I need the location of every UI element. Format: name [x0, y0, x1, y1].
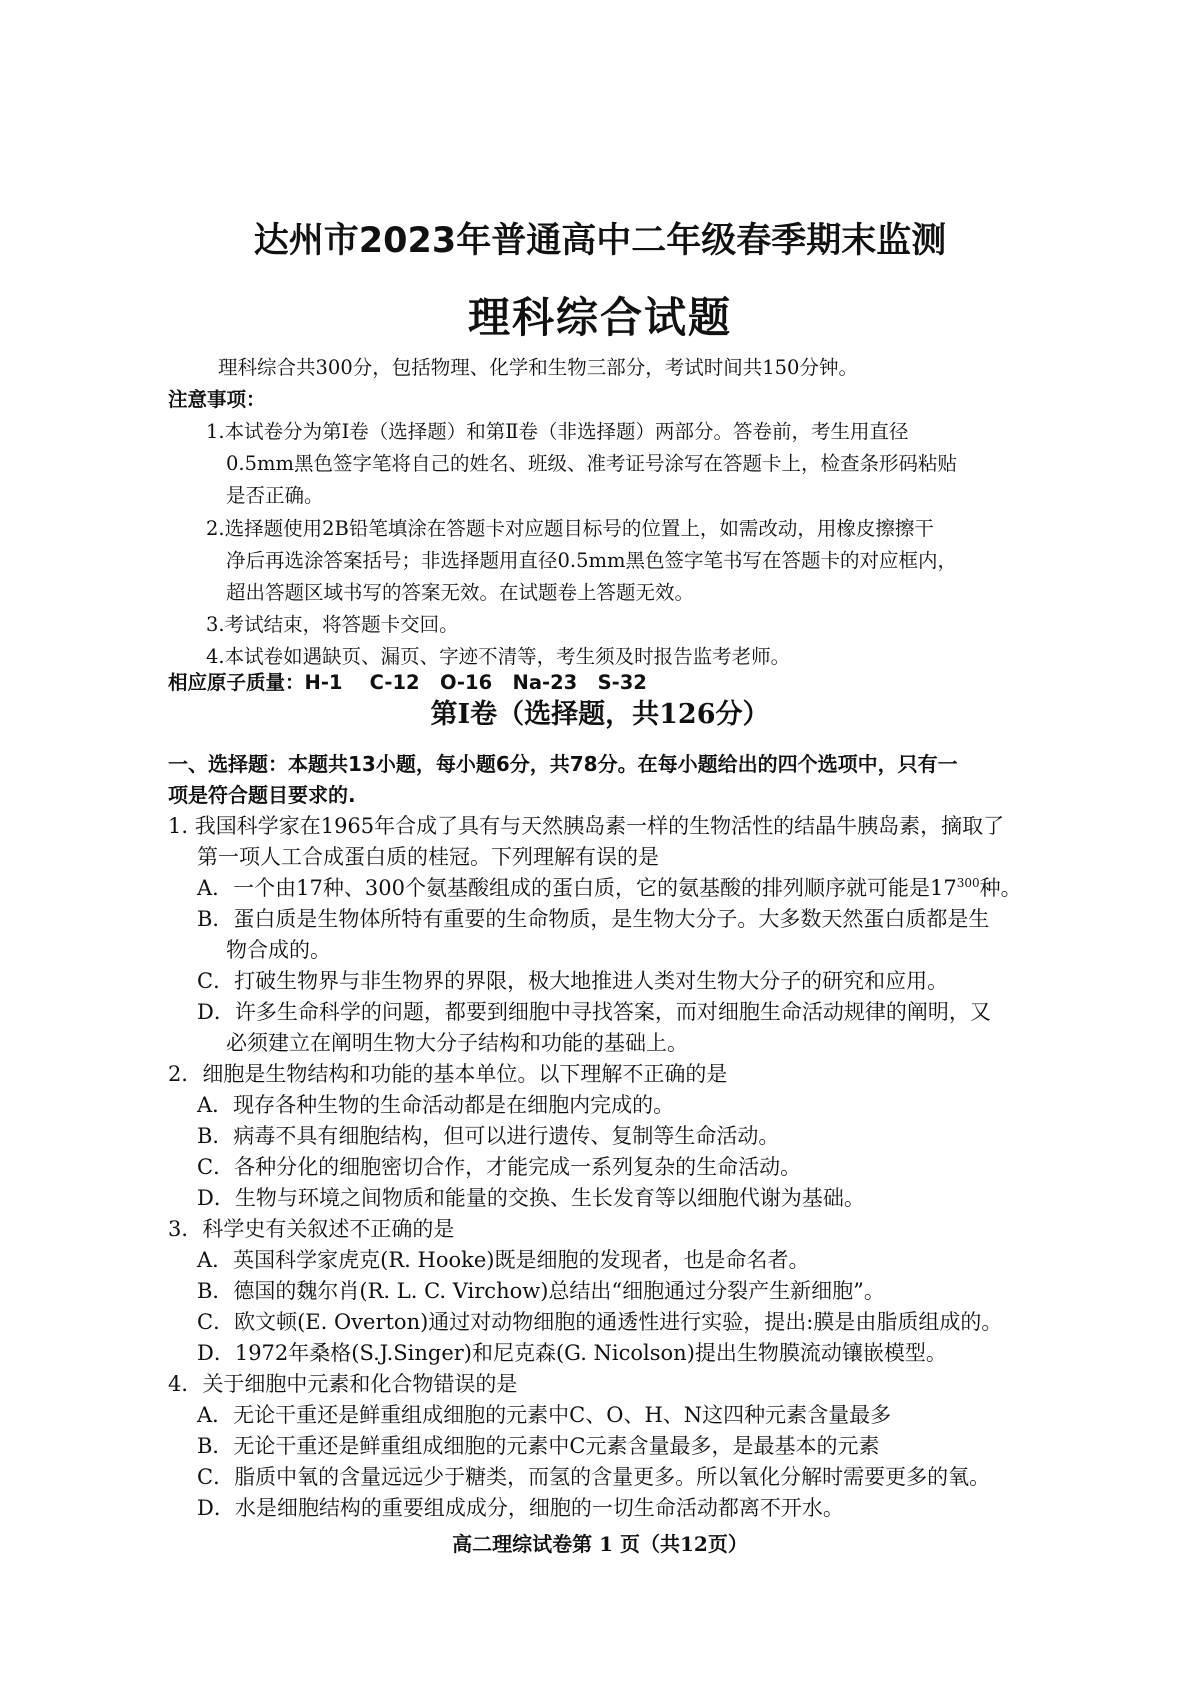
q2-stem: 2．细胞是生物结构和功能的基本单位。以下理解不正确的是	[168, 1062, 728, 1086]
q1-option-a-text: A．一个由17种、300个氨基酸组成的蛋白质，它的氨基酸的排列顺序就可能是17	[197, 876, 957, 900]
exam-subtitle: 理科综合试题	[467, 293, 732, 342]
q3-option-c: C．欧文顿(E. Overton)通过对动物细胞的通透性进行实验，提出:膜是由脂质组成的。	[197, 1310, 1003, 1334]
note-3-line-1: 3.考试结束，将答题卡交回。	[206, 613, 459, 636]
section-instruction-line-1: 一、选择题：本题共13小题，每小题6分，共78分。在每小题给出的四个选项中，只有一	[168, 752, 958, 776]
q1-stem-line-1: 1. 我国科学家在1965年合成了具有与天然胰岛素一样的生物活性的结晶牛胰岛素，摘取了	[168, 814, 1005, 838]
q1-option-c: C．打破生物界与非生物界的界限，极大地推进人类对生物大分子的研究和应用。	[197, 969, 949, 993]
q3-option-a: A．英国科学家虎克(R. Hooke)既是细胞的发现者，也是命名者。	[197, 1248, 810, 1272]
note-4-line-1: 4.本试卷如遇缺页、漏页、字迹不清等，考生须及时报告监考老师。	[206, 645, 791, 668]
q1-option-d-line-2: 必须建立在阐明生物大分子结构和功能的基础上。	[226, 1031, 688, 1055]
q2-option-b: B．病毒不具有细胞结构，但可以进行遗传、复制等生命活动。	[197, 1124, 780, 1148]
q2-option-d: D．生物与环境之间物质和能量的交换、生长发育等以细胞代谢为基础。	[197, 1186, 865, 1210]
atomic-mass: 相应原子质量：H-1 C-12 O-16 Na-23 S-32	[168, 671, 647, 694]
q4-option-c: C．脂质中氧的含量远远少于糖类，而氢的含量更多。所以氧化分解时需要更多的氧。	[197, 1465, 991, 1489]
page-footer: 高二理综试卷第 1 页（共12页）	[452, 1532, 748, 1556]
note-1-line-1: 1.本试卷分为第Ⅰ卷（选择题）和第Ⅱ卷（非选择题）两部分。答卷前，考生用直径	[206, 420, 909, 443]
q1-option-b-line-2: 物合成的。	[226, 938, 331, 962]
q4-option-b: B．无论干重还是鲜重组成细胞的元素中C元素含量最多，是最基本的元素	[197, 1434, 880, 1458]
note-2-line-3: 超出答题区域书写的答案无效。在试题卷上答题无效。	[226, 581, 695, 604]
q4-option-d: D．水是细胞结构的重要组成成分，细胞的一切生命活动都离不开水。	[197, 1496, 844, 1520]
q1-option-a-tail: 种。	[979, 876, 1022, 900]
q2-option-a: A．现存各种生物的生命活动都是在细胞内完成的。	[197, 1093, 675, 1117]
section-title: 第Ⅰ卷（选择题，共126分）	[430, 699, 770, 730]
q3-stem: 3．科学史有关叙述不正确的是	[168, 1217, 455, 1241]
intro-text: 理科综合共300分，包括物理、化学和生物三部分，考试时间共150分钟。	[218, 356, 858, 379]
q2-option-c: C．各种分化的细胞密切合作，才能完成一系列复杂的生命活动。	[197, 1155, 802, 1179]
note-1-line-2: 0.5mm黑色签字笔将自己的姓名、班级、准考证号涂写在答题卡上，检查条形码粘贴	[226, 452, 957, 475]
notes-heading: 注意事项：	[168, 388, 266, 411]
q1-stem-line-2: 第一项人工合成蛋白质的桂冠。下列理解有误的是	[197, 845, 659, 869]
note-2-line-1: 2.选择题使用2B铅笔填涂在答题卡对应题目标号的位置上，如需改动，用橡皮擦擦干	[206, 517, 934, 540]
note-1-line-3: 是否正确。	[226, 484, 324, 507]
q1-option-a	[197, 872, 1022, 902]
q1-option-d-line-1: D．许多生命科学的问题，都要到细胞中寻找答案，而对细胞生命活动规律的阐明，又	[197, 1000, 991, 1024]
q3-option-b: B．德国的魏尔肖(R. L. C. Virchow)总结出“细胞通过分裂产生新细胞”。	[197, 1279, 885, 1303]
exam-title: 达州市2023年普通高中二年级春季期末监测	[253, 221, 947, 261]
q4-stem: 4．关于细胞中元素和化合物错误的是	[168, 1372, 518, 1396]
q1-option-b-line-1: B．蛋白质是生物体所特有重要的生命物质，是生物大分子。大多数天然蛋白质都是生	[197, 907, 990, 931]
q1-option-a-sup: 300	[956, 876, 980, 890]
q3-option-d: D．1972年桑格(S.J.Singer)和尼克森(G. Nicolson)提出生物膜流动镶嵌模型。	[197, 1341, 947, 1365]
q4-option-a: A．无论干重还是鲜重组成细胞的元素中C、O、H、N这四种元素含量最多	[197, 1403, 892, 1427]
note-2-line-2: 净后再选涂答案括号；非选择题用直径0.5mm黑色签字笔书写在答题卡的对应框内，	[226, 549, 957, 572]
section-instruction-line-2: 项是符合题目要求的.	[168, 783, 356, 807]
